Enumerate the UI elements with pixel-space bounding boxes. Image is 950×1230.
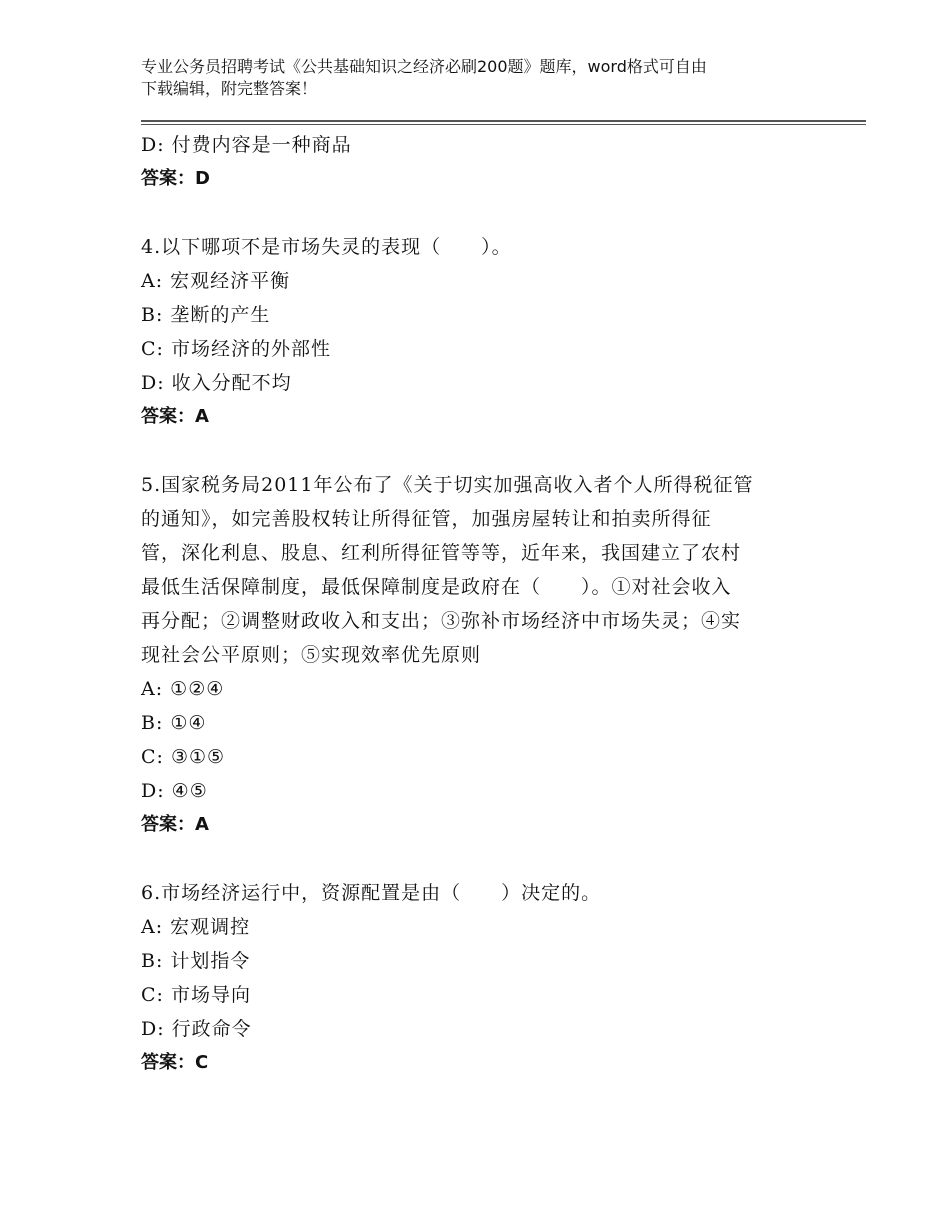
option-a: A: 宏观经济平衡 [141,270,291,292]
spacer [141,842,821,876]
question-stem-line: 的通知》，如完善股权转让所得征管，加强房屋转让和拍卖所得征 [141,508,712,530]
option-a: A: 宏观调控 [141,916,251,938]
question-stem-line: 管，深化利息、股息、红利所得征管等等，近年来，我国建立了农村 [141,542,742,564]
question-block-5 [141,468,821,842]
question-stem: 4.以下哪项不是市场失灵的表现（ ）。 [141,236,512,258]
question-list [141,128,821,1080]
answer-label: 答案：A [141,814,209,835]
answer-label: 答案：D [141,168,210,189]
question-stem-line: 最低生活保障制度，最低保障制度是政府在（ ）。①对社会收入 [141,576,732,598]
option-b: B: ①④ [141,712,207,734]
question-stem-line: 5.国家税务局2011年公布了《关于切实加强高收入者个人所得税征管 [141,474,754,496]
option-c: C: 市场经济的外部性 [141,338,331,360]
header-rule-thin [141,124,866,125]
question-stem-line: 现社会公平原则；⑤实现效率优先原则 [141,644,482,666]
question-stem-line: 再分配；②调整财政收入和支出；③弥补市场经济中市场失灵；④实 [141,610,742,632]
question-block-6 [141,876,821,1080]
option-b: B: 垄断的产生 [141,304,271,326]
option-d: D: 收入分配不均 [141,372,292,394]
option-d: D: 行政命令 [141,1018,252,1040]
header-line-1: 专业公务员招聘考试《公共基础知识之经济必刷200题》题库，word格式可自由 [141,57,707,76]
option-c: C: ③①⑤ [141,746,226,768]
question-block-4 [141,230,821,434]
spacer [141,434,821,468]
header-line-2: 下载编辑，附完整答案！ [141,79,318,98]
spacer [141,196,821,230]
option-a: A: ①②④ [141,678,225,700]
option-d: D: ④⑤ [141,780,208,802]
option-b: B: 计划指令 [141,950,251,972]
answer-label: 答案：A [141,406,209,427]
option-c: C: 市场导向 [141,984,251,1006]
page-header [141,56,821,100]
answer-label: 答案：C [141,1052,209,1073]
question-block-3 [141,128,821,196]
header-rule-thick [141,120,866,122]
option-d: D: 付费内容是一种商品 [141,134,352,156]
question-stem: 6.市场经济运行中，资源配置是由（ ）决定的。 [141,882,602,904]
